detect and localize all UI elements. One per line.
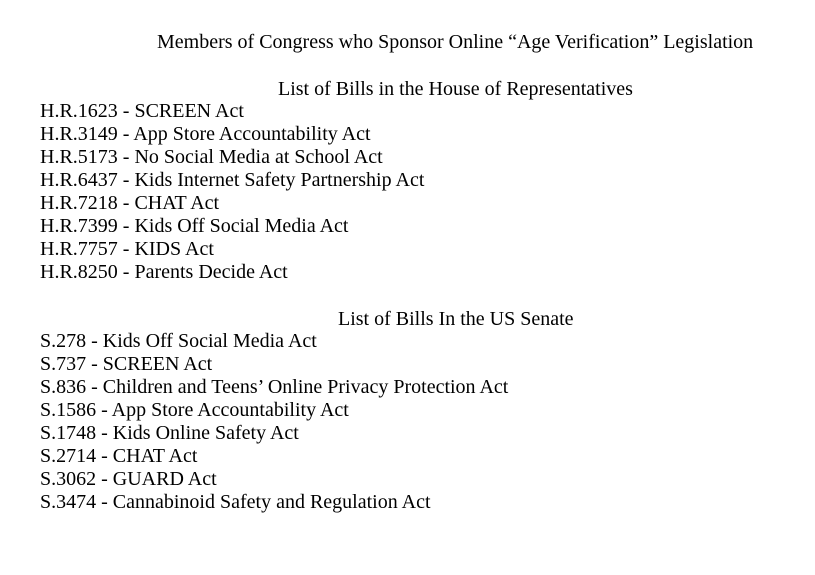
senate-bill-list	[40, 330, 508, 514]
house-bill-item: H.R.3149 - App Store Accountability Act	[40, 123, 371, 145]
house-bill-item: H.R.7757 - KIDS Act	[40, 238, 214, 260]
senate-bill-item: S.3062 - GUARD Act	[40, 468, 217, 490]
house-bill-list	[40, 100, 424, 284]
senate-bill-item: S.737 - SCREEN Act	[40, 353, 213, 375]
senate-bill-item: S.1586 - App Store Accountability Act	[40, 399, 349, 421]
house-bill-item: H.R.6437 - Kids Internet Safety Partnership Act	[40, 169, 425, 191]
senate-bill-item: S.3474 - Cannabinoid Safety and Regulation Act	[40, 491, 431, 513]
house-bill-item: H.R.5173 - No Social Media at School Act	[40, 146, 383, 168]
house-bill-item: H.R.8250 - Parents Decide Act	[40, 261, 288, 283]
senate-bills-heading: List of Bills In the US Senate	[338, 308, 574, 330]
document-title: Members of Congress who Sponsor Online “Age Verification” Legislation	[157, 31, 754, 53]
senate-bill-item: S.2714 - CHAT Act	[40, 445, 198, 467]
house-bill-item: H.R.1623 - SCREEN Act	[40, 100, 244, 122]
senate-bill-item: S.836 - Children and Teens’ Online Privacy Protection Act	[40, 376, 509, 398]
house-bill-item: H.R.7399 - Kids Off Social Media Act	[40, 215, 349, 237]
senate-bill-item: S.278 - Kids Off Social Media Act	[40, 330, 317, 352]
house-bill-item: H.R.7218 - CHAT Act	[40, 192, 220, 214]
senate-bill-item: S.1748 - Kids Online Safety Act	[40, 422, 299, 444]
house-bills-heading: List of Bills in the House of Representatives	[278, 78, 633, 100]
